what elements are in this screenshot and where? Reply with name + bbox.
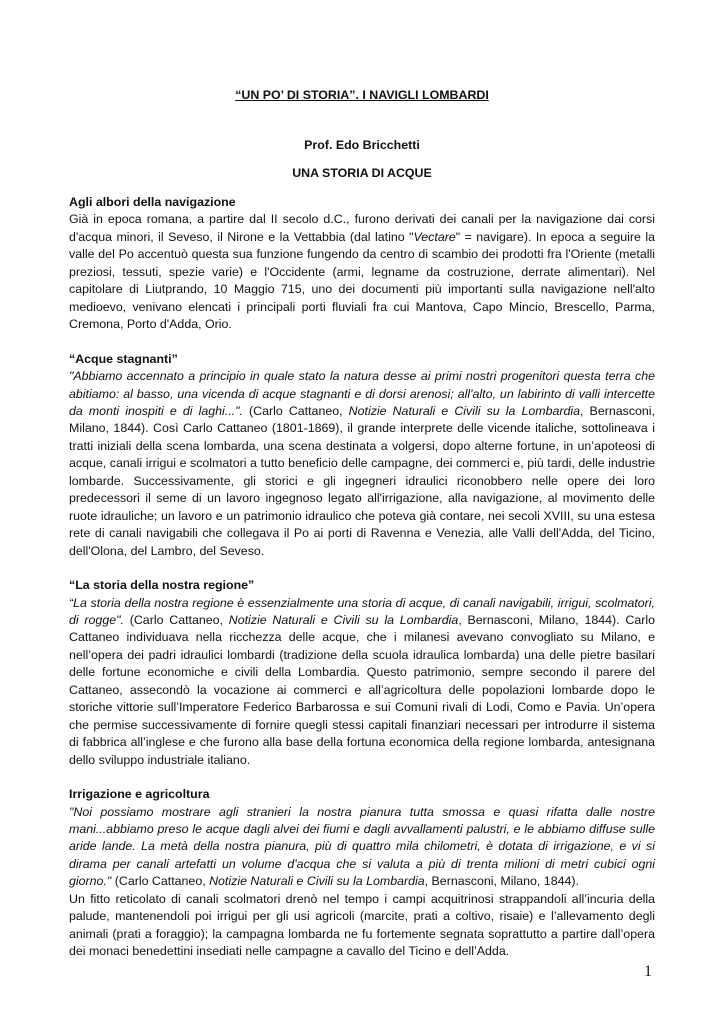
section: [69, 194, 655, 334]
document-title: [0, 87, 724, 104]
author-line: Prof. Edo Bricchetti: [304, 138, 420, 152]
italic-text-run: “La storia della nostra regione è essenzialmente una storia di acque, di canali navigabili, irrigui, scolmatori, di rogge".: [69, 595, 655, 627]
italic-text-run: "Abbiamo accennato a principio in quale stato la natura desse ai primi nostri progenitori questa terra che abitiamo: al basso, una vicenda di acque stagnanti e di dorsi arenosi; all'alto, un labirinto di valli intercette da monti inospiti e di laghi...".: [69, 369, 655, 418]
paragraph: [69, 804, 655, 891]
document-title-text: “UN PO’ DI STORIA”. I NAVIGLI LOMBARDI: [235, 88, 489, 102]
paragraph: [69, 595, 655, 770]
text-run: (Carlo Cattaneo,: [111, 874, 210, 889]
italic-text-run: Notizie Naturali e Civili su la Lombardia: [228, 612, 459, 627]
section: [69, 351, 655, 560]
text-run: Già in epoca romana, a partire dal II secolo d.C., furono derivati dei canali per la navigazione dai corsi d'acqua minori, il Seveso, il Nirone e la Vettabbia (dal latino ": [69, 212, 655, 244]
italic-text-run: Vectare: [413, 229, 456, 244]
text-run: Un fitto reticolato di canali scolmatori drenò nel tempo i campi acquitrinosi strappandoli all’incuria della palude, mantenendoli poi irrigui per gli usi agricoli (marcite, prati a coltivo, risaie) e l’allevamento degli animali (prati a foraggio); la campagna lombarda ne fu fortemente segnata soprattutto a partire dall’opera dei monaci benedettini insediati nelle campagne a cavallo del Ticino e dell’Adda.: [69, 891, 655, 959]
text-run: (Carlo Cattaneo,: [123, 612, 229, 627]
text-run: " = navigare). In epoca a seguire la valle del Po accentuò questa sua funzione fungendo da centro di scambio dei prodotti fra l'Oriente (metalli preziosi, tessuti, spezie varie) e l'Occidente (armi, legname da costruzione, derrate alimentari). Nel capitolare di Liutprando, 10 Maggio 715, uno dei documenti più importanti sulla navigazione nell'alto medioevo, venivano elencati i principali porti fluviali fra cui Mantova, Capo Mincio, Brescello, Parma, Cremona, Porto d'Adda, Orio.: [69, 229, 655, 332]
section-heading: “Acque stagnanti”: [69, 351, 178, 366]
text-run: , Bernasconi, Milano, 1844). Così Carlo Cattaneo (1801-1869), il grande interprete delle vicende italiche, sottolineava i tratti iniziali della scena lombarda, una scena destinata a volgersi, dopo alterne fortune, in un’apoteosi di acque, canali irrigui e scolmatori a tutto beneficio delle campagne, dei commerci e, più tardi, delle industrie lombarde. Successivamente, gli storici e gli ingegneri idraulici riconobbero nelle opere dei loro predecessori il seme di un lavoro ingegnoso legato all'irrigazione, alla navigazione, al movimento delle ruote idrauliche; un lavoro e un patrimonio idraulico che poteva già contare, nei secoli XVIII, su una estesa rete di canali navigabili che collegava il Po ai porti di Ravenna e Venezia, alle Valli dell'Adda, del Ticino, dell'Olona, del Lambro, del Seveso.: [69, 403, 655, 558]
paragraph: [69, 211, 655, 333]
paragraph: [69, 891, 655, 961]
section-heading: Agli albori della navigazione: [69, 195, 236, 209]
paragraph: [69, 368, 655, 560]
italic-text-run: "Noi possiamo mostrare agli stranieri la nostra pianura tutta smossa e quasi rifatta dalle nostre mani...abbiamo preso le acque dagli alvei dei fiumi e dagli avvallamenti palustri, e le abbiamo diffuse sulle aride lande. La metà della nostra pianura, più di quattro mila chilometri, è dotata di irrigazione, e vi si dirama per canali artefatti un volume d'acqua che si valuta a più di trenta milioni di metri cubici ogni giorno.": [69, 804, 655, 889]
text-run: (Carlo Cattaneo,: [242, 403, 349, 418]
italic-text-run: Notizie Naturali e Civili su la Lombardia: [348, 403, 581, 418]
text-run: , Bernasconi, Milano, 1844). Carlo Cattaneo individuava nella ricchezza delle acque, che i milanesi avevano convogliato su Milano, e nell’opera dei padri idraulici lombardi (tradizione della scuola idraulica lombarda) una delle pietre basilari delle fortune economiche e civili della Lombardia. Questo patrimonio, sempre secondo il parere del Cattaneo, assecondò la vocazione ai commerci e all’agricoltura delle popolazioni lombarde dopo le storiche vittorie sull’Imperatore Federico Barbarossa e sui Comuni rivali di Lodi, Como e Pavia. Un’opera che permise successivamente di fornire quegli stessi capitali finanziari necessari per introdurre il sistema di fabbrica all’inglese e che furono alla base della fortuna economica della regione lombarda, antesignana dello sviluppo industriale italiano.: [69, 612, 655, 767]
text-run: , Bernasconi, Milano, 1844).: [424, 874, 579, 889]
section: [69, 786, 655, 961]
document-body: [69, 194, 655, 961]
section: [69, 577, 655, 769]
italic-text-run: Notizie Naturali e Civili su la Lombardia: [209, 874, 425, 889]
page-number: 1: [644, 963, 652, 980]
document-subtitle: UNA STORIA DI ACQUE: [292, 166, 432, 180]
section-heading: Irrigazione e agricoltura: [69, 787, 210, 802]
section-heading: “La storia della nostra regione”: [69, 578, 255, 593]
